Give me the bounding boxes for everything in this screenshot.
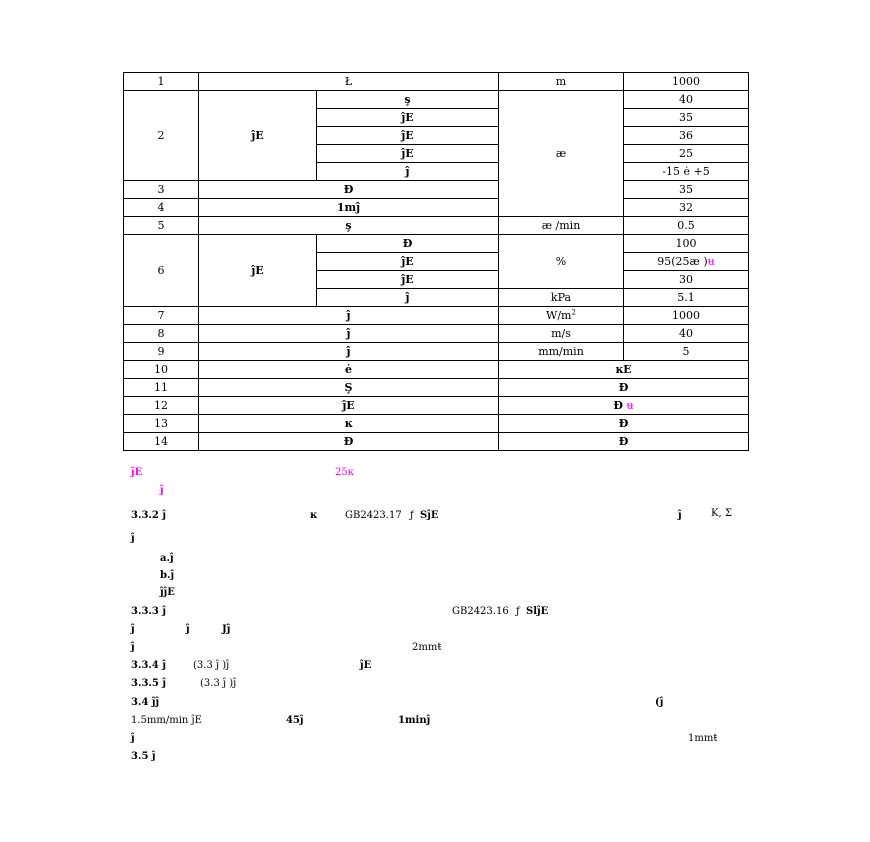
- table-row: [124, 307, 749, 325]
- row-number: 3: [124, 181, 199, 199]
- param-name: Ş: [199, 379, 499, 397]
- sub-param: Đ: [317, 235, 499, 253]
- row-number: 1: [124, 73, 199, 91]
- sub-param: ĵE: [317, 253, 499, 271]
- table-row: [124, 325, 749, 343]
- value-cell: 40: [624, 325, 749, 343]
- section-text: 2mmŧ: [412, 642, 442, 653]
- section-text: ĵ: [131, 642, 135, 653]
- section-text: ĵ: [678, 510, 682, 521]
- param-name: Ł: [199, 73, 499, 91]
- row-number: 10: [124, 361, 199, 379]
- value-cell: ĸE: [499, 361, 749, 379]
- value-cell: Đ: [499, 433, 749, 451]
- section-text: SĵE: [420, 510, 439, 521]
- row-number: 2: [124, 91, 199, 181]
- table-row: [124, 181, 749, 199]
- table-row: [124, 379, 749, 397]
- section-text: ĵE: [360, 660, 372, 671]
- value-cell: Đ: [499, 415, 749, 433]
- param-name: ĵ: [199, 343, 499, 361]
- section-text: Jĵ: [222, 624, 231, 635]
- param-name: ĵ: [199, 325, 499, 343]
- param-name: ĵ: [199, 307, 499, 325]
- section-3-3-5-heading: 3.3.5 ĵ: [131, 678, 166, 689]
- section-text: 1mmŧ: [688, 733, 718, 744]
- value-cell: 95(25æ )ʉ: [624, 253, 749, 271]
- sub-param: ĵ: [317, 163, 499, 181]
- section-text: (ĵ: [655, 697, 664, 708]
- table-row: [124, 397, 749, 415]
- value-cell: 25: [624, 145, 749, 163]
- param-name: Đ: [199, 433, 499, 451]
- unit-cell: m/s: [499, 325, 624, 343]
- row-number: 5: [124, 217, 199, 235]
- section-text: K, Σ: [711, 508, 732, 519]
- section-text: SlĵE: [526, 606, 549, 617]
- sub-param: ĵE: [317, 145, 499, 163]
- param-name: ė: [199, 361, 499, 379]
- section-3-3-3-heading: 3.3.3 ĵ: [131, 606, 166, 617]
- table-row: [124, 73, 749, 91]
- section-text: 1.5mm/min ĵE: [131, 715, 202, 726]
- table-row: [124, 199, 749, 217]
- unit-cell: æ: [499, 91, 624, 217]
- value-cell: 35: [624, 109, 749, 127]
- param-name: ĸ: [199, 415, 499, 433]
- section-text: ƒ: [516, 606, 520, 617]
- unit-cell: æ /min: [499, 217, 624, 235]
- section-text: ĵ: [131, 733, 135, 744]
- unit-cell: %: [499, 235, 624, 289]
- section-reference: (3.3 ĵ )ĵ: [193, 660, 230, 671]
- sub-param: ĵ: [317, 289, 499, 307]
- row-number: 13: [124, 415, 199, 433]
- sub-param: ĵE: [317, 109, 499, 127]
- sub-param: ş: [317, 91, 499, 109]
- row-number: 12: [124, 397, 199, 415]
- unit-cell: kPa: [499, 289, 624, 307]
- section-text: ĸ: [310, 510, 317, 521]
- highlight-mark: ʉ: [707, 255, 715, 268]
- row-number: 6: [124, 235, 199, 307]
- unit-cell: $W/m^2$: [499, 307, 624, 325]
- group-name: ĵE: [199, 235, 317, 307]
- value-cell: -15 ė +5: [624, 163, 749, 181]
- section-text: 1minĵ: [398, 715, 431, 726]
- list-item-c: ĵĵE: [160, 587, 175, 598]
- row-number: 4: [124, 199, 199, 217]
- section-text: ƒ: [410, 510, 414, 521]
- row-number: 8: [124, 325, 199, 343]
- table-row: [124, 235, 749, 253]
- section-3-5-heading: 3.5 ĵ: [131, 751, 156, 762]
- table-row: [124, 415, 749, 433]
- section-text: ĵ: [131, 624, 135, 635]
- param-name: ş: [199, 217, 499, 235]
- table-note-2: ĵ: [160, 485, 164, 496]
- value-cell: 35: [624, 181, 749, 199]
- value-cell: 5.1: [624, 289, 749, 307]
- table-note: ĵE: [131, 467, 143, 478]
- section-text: 45ĵ: [286, 715, 304, 726]
- row-number: 9: [124, 343, 199, 361]
- standard-reference: GB2423.17: [345, 510, 402, 521]
- table-row: [124, 91, 749, 109]
- param-name: 1mĵ: [199, 199, 499, 217]
- value-cell: Đ ʉ: [499, 397, 749, 415]
- param-name: ĵE: [199, 397, 499, 415]
- value-cell: 40: [624, 91, 749, 109]
- standard-reference: GB2423.16: [452, 606, 509, 617]
- sub-param: ĵE: [317, 127, 499, 145]
- value-cell: 1000: [624, 307, 749, 325]
- section-reference: (3.3 ĵ )ĵ: [200, 678, 237, 689]
- row-number: 11: [124, 379, 199, 397]
- unit-cell: m: [499, 73, 624, 91]
- parameter-table: [123, 72, 749, 451]
- value-cell: 5: [624, 343, 749, 361]
- value-cell: 36: [624, 127, 749, 145]
- section-3-3-4-heading: 3.3.4 ĵ: [131, 660, 166, 671]
- group-name: ĵE: [199, 91, 317, 181]
- sub-param: ĵE: [317, 271, 499, 289]
- unit-cell: mm/min: [499, 343, 624, 361]
- value-cell: 0.5: [624, 217, 749, 235]
- row-number: 7: [124, 307, 199, 325]
- param-name: Đ: [199, 181, 499, 199]
- table-row: [124, 433, 749, 451]
- list-item-b: b.ĵ: [160, 570, 175, 581]
- value-cell: 30: [624, 271, 749, 289]
- table-row: [124, 217, 749, 235]
- value-cell: 100: [624, 235, 749, 253]
- table-row: [124, 343, 749, 361]
- row-number: 14: [124, 433, 199, 451]
- table-row: [124, 361, 749, 379]
- list-item-a: a.ĵ: [160, 553, 174, 564]
- section-text: ĵ: [186, 624, 190, 635]
- value-cell: Đ: [499, 379, 749, 397]
- section-text: ĵ: [131, 533, 135, 544]
- value-cell: 32: [624, 199, 749, 217]
- section-3-4-heading: 3.4 ĵĵ: [131, 697, 160, 708]
- table-note-value: 25ĸ: [335, 467, 354, 478]
- value-cell: 1000: [624, 73, 749, 91]
- section-3-3-2-heading: 3.3.2 ĵ: [131, 510, 166, 521]
